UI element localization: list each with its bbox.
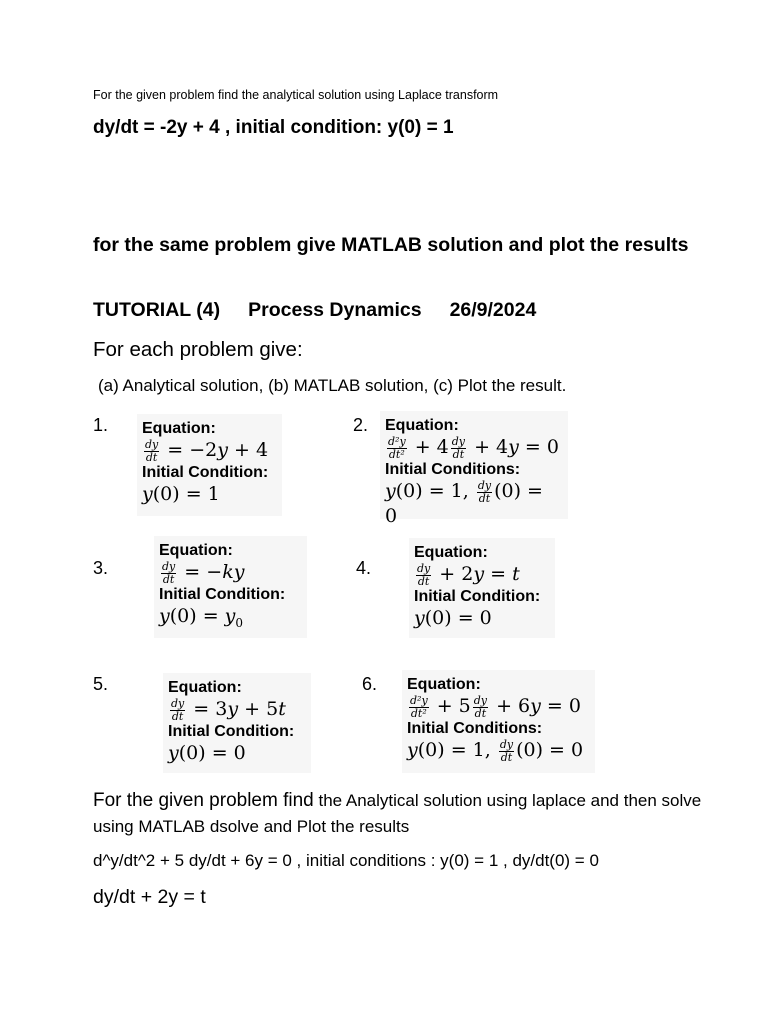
problem-card-6 — [402, 670, 595, 773]
equation-math: $\frac{dy}{dt}$ + 2y = t — [417, 561, 520, 588]
initial-condition-label: Initial Condition: — [159, 586, 286, 603]
first-order-ode: dy/dt + 2y = t — [93, 886, 206, 908]
equation-math: $\frac{dy}{dt}$ = −ky — [162, 559, 245, 586]
tutorial-date: 26/9/2024 — [449, 299, 537, 321]
equation-label: Equation: — [159, 542, 233, 559]
initial-condition-math: y(0) = 0 — [414, 607, 492, 629]
equation-label: Equation: — [168, 679, 242, 696]
equation-math: $\frac{dy}{dt}$ = 3y + 5t — [171, 696, 286, 723]
equation-math: $\frac{dy}{dt}$ = −2y + 4 — [145, 437, 269, 464]
initial-condition-label: Initial Conditions: — [407, 720, 543, 737]
parts-line: (a) Analytical solution, (b) MATLAB solution, (c) Plot the result. — [98, 376, 567, 395]
equation-label: Equation: — [414, 544, 488, 561]
second-order-ode: d^y/dt^2 + 5 dy/dt + 6y = 0 , initial conditions : y(0) = 1 , dy/dt(0) = 0 — [93, 851, 599, 870]
problem-card-1 — [137, 414, 282, 516]
equation-label: Equation: — [407, 676, 481, 693]
initial-condition-math: y(0) = 0 — [168, 742, 246, 764]
problem-number: 2. — [353, 415, 369, 435]
problem-number: 5. — [93, 674, 109, 694]
problem-card-5 — [163, 673, 311, 773]
initial-condition-math: y(0) = 1, $\frac{dy}{dt}$ (0) = 0 — [385, 478, 543, 527]
equation-label: Equation: — [385, 417, 459, 434]
problem-card-4 — [409, 538, 555, 638]
initial-condition-label: Initial Condition: — [142, 464, 269, 481]
initial-condition-math: $y(0) = y_0$ — [159, 605, 244, 630]
initial-condition-label: Initial Condition: — [414, 588, 541, 605]
problem-number: 3. — [93, 558, 109, 578]
initial-condition-math: y(0) = 1 — [142, 483, 220, 505]
tutorial-course: Process Dynamics — [248, 299, 422, 321]
problem-number: 6. — [362, 674, 378, 694]
intro-line: For the given problem find the analytical solution using Laplace transform — [93, 88, 499, 102]
initial-condition-label: Initial Conditions: — [385, 461, 521, 478]
problem-number: 4. — [356, 558, 372, 578]
tutorial-title: TUTORIAL (4) — [93, 299, 221, 321]
equation-math: $\frac{\text{d²y}}{\text{dt²}}$ + 5 $\frac{dy}{dt}$ + 6y = 0 — [410, 693, 581, 720]
first-equation: dy/dt = -2y + 4 , initial condition: y(0) = 1 — [93, 117, 454, 138]
problem-number: 1. — [93, 415, 109, 435]
problem-card-2 — [380, 411, 568, 527]
problem-card-3 — [154, 536, 307, 638]
initial-condition-math: y(0) = 1, $\frac{dy}{dt}$ (0) = 0 — [407, 737, 584, 764]
task-paragraph — [93, 788, 713, 840]
matlab-request: for the same problem give MATLAB solution and plot the results — [93, 234, 689, 256]
initial-condition-label: Initial Condition: — [168, 723, 295, 740]
equation-label: Equation: — [142, 420, 216, 437]
equation-math: $\frac{\text{d²y}}{\text{dt²}}$ + 4 $\frac{dy}{dt}$ + 4y = 0 — [388, 434, 559, 461]
task-rest: the Analytical solution using laplace and then solve using MATLAB dsolve and Plot the results — [93, 791, 702, 836]
each-problem-heading: For each problem give: — [93, 338, 303, 361]
task-lead: For the given problem find — [93, 790, 314, 811]
tutorial-header — [93, 299, 564, 322]
